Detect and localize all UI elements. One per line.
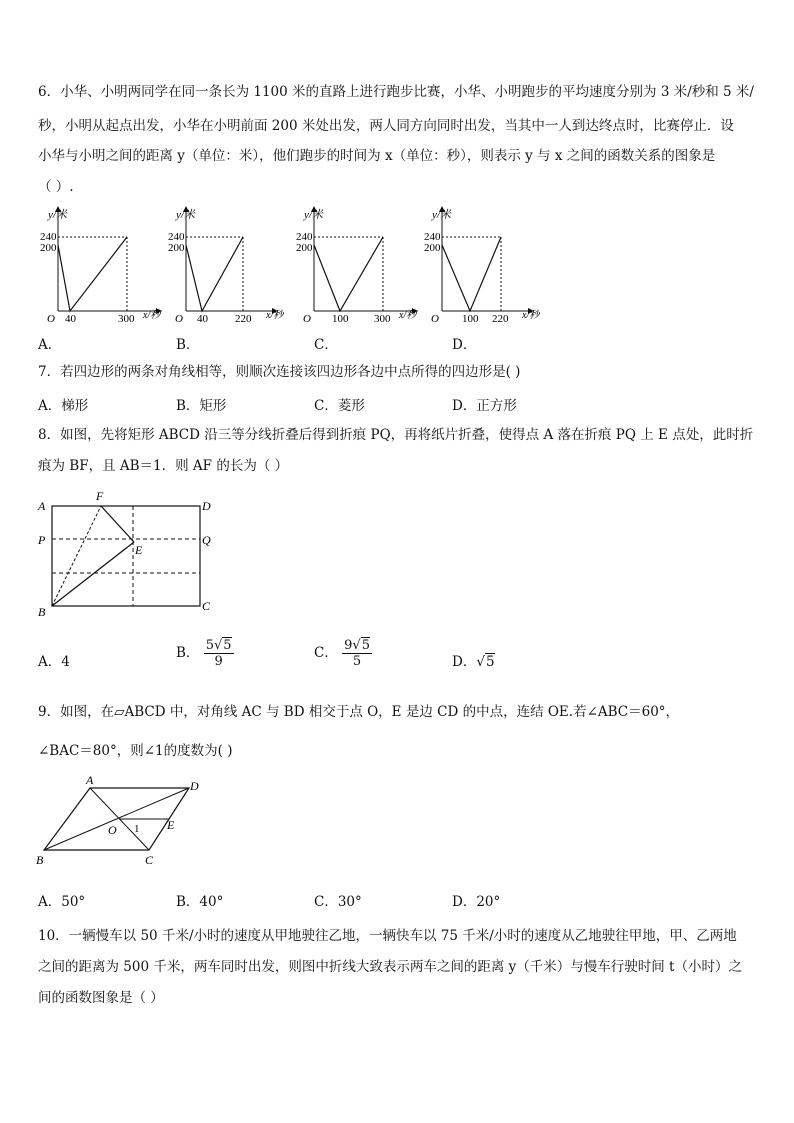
- q8-rectangle-figure: [34, 486, 224, 620]
- q9-option-c[interactable]: C．30°: [314, 894, 362, 910]
- q9-label-d: D: [190, 779, 199, 793]
- q6-stem-line3: 小华与小明之间的距离 y（单位：米），他们跑步的时间为 x（单位：秒），则表示 y 与 x 之间的函数关系的图象是: [38, 148, 716, 164]
- q6-graph-c-ylow: 200: [296, 242, 313, 254]
- q10-stem-line3: 间的函数图象是（ ）: [38, 990, 164, 1006]
- q8-label-d: D: [202, 499, 211, 513]
- q8-option-d[interactable]: D．√5: [452, 654, 495, 670]
- q6-graph-b-ylow: 200: [168, 242, 185, 254]
- q9-option-d[interactable]: D．20°: [452, 894, 501, 910]
- q6-graph-d-xend: 220: [492, 313, 509, 325]
- q8-option-b-numerator: 5: [205, 638, 214, 653]
- q9-label-c: C: [145, 853, 154, 867]
- q6-graph-b-origin: O: [175, 313, 183, 325]
- q6-option-b[interactable]: B．: [176, 337, 200, 353]
- q6-stem-line2: 秒，小明从起点出发，小华在小明前面 200 米处出发，两人同方向同时出发，当其中一人到达终点时，比赛停止．设: [38, 118, 734, 134]
- q8-option-c-prefix: C．: [314, 645, 338, 661]
- q8-option-c-radicand: 5: [361, 638, 370, 653]
- q10-stem-line2: 之间的距离为 500 千米，两车同时出发，则图中折线大致表示两车之间的距离 y（千米）与慢车行驶时间 t（小时）之: [38, 959, 742, 975]
- q6-graph-c-xmid: 100: [332, 313, 349, 325]
- q8-label-b: B: [38, 605, 46, 619]
- q6-option-a[interactable]: A．: [38, 337, 62, 353]
- q8-option-b-prefix: B．: [176, 645, 200, 661]
- q8-option-b-radicand: 5: [223, 638, 232, 653]
- q6-graph-b-ytop: 240: [168, 231, 185, 243]
- q8-option-b-denominator: 9: [214, 654, 223, 669]
- q6-graph-c: [296, 200, 421, 325]
- q9-stem-line2: ∠BAC＝80°，则∠1的度数为( ): [38, 743, 233, 759]
- q8-option-c-fraction: $\frac{9√5}{5}$: [344, 638, 370, 669]
- q8-label-c: C: [202, 599, 211, 613]
- q6-graph-d-ytop: 240: [424, 231, 441, 243]
- q8-label-a: A: [38, 499, 46, 513]
- q6-graph-c-ylabel: y/米: [304, 209, 323, 221]
- q6-graph-d-ylabel: y/米: [432, 209, 451, 221]
- q8-stem-line1: 8．如图，先将矩形 ABCD 沿三等分线折叠后得到折痕 PQ，再将纸片折叠，使得点 A 落在折痕 PQ 上 E 点处，此时折: [38, 427, 754, 443]
- q6-graph-b-xlabel: x/秒: [266, 310, 284, 321]
- q7-option-a[interactable]: A．梯形: [38, 398, 89, 414]
- q9-label-b: B: [36, 853, 44, 867]
- q6-graph-a-ylabel: y/米: [48, 209, 67, 221]
- q6-graph-a-ylow: 200: [40, 242, 57, 254]
- q6-option-d[interactable]: D．: [452, 337, 477, 353]
- q6-graph-c-xend: 300: [374, 313, 391, 325]
- q10-stem-line1: 10．一辆慢车以 50 千米/小时的速度从甲地驶往乙地，一辆快车以 75 千米/小时的速度从乙地驶往甲地，甲、乙两地: [38, 928, 737, 944]
- q6-stem-line4: （ ）.: [38, 179, 74, 195]
- q6-graph-d: [424, 200, 549, 325]
- q8-label-f: F: [96, 489, 104, 503]
- q8-option-c[interactable]: [314, 638, 372, 669]
- q7-option-c[interactable]: C．菱形: [314, 398, 365, 414]
- q6-graph-d-origin: O: [431, 313, 439, 325]
- q8-stem-line2: 痕为 BF，且 AB＝1．则 AF 的长为（ ）: [38, 458, 289, 474]
- q8-option-d-prefix: D．: [452, 654, 477, 670]
- q6-graph-d-ylow: 200: [424, 242, 441, 254]
- q6-graph-d-xmid: 100: [462, 313, 479, 325]
- q6-graph-b: [168, 200, 293, 325]
- q8-option-d-radicand: 5: [485, 654, 495, 670]
- q6-graph-d-xlabel: x/秒: [522, 310, 540, 321]
- q8-label-e: E: [135, 543, 143, 557]
- q9-stem-line1: 9．如图，在▱ABCD 中，对角线 AC 与 BD 相交于点 O，E 是边 CD 的中点，连结 OE.若∠ABC＝60°，: [38, 704, 680, 720]
- q6-stem-line1: 6．小华、小明两同学在同一条长为 1100 米的直路上进行跑步比赛，小华、小明跑步的平均速度分别为 3 米/秒和 5 米/: [38, 84, 754, 100]
- q9-parallelogram-figure: [34, 774, 214, 874]
- q6-graph-a-ytop: 240: [40, 231, 57, 243]
- q6-graph-b-xend: 220: [235, 313, 252, 325]
- q6-graph-b-xmid: 40: [197, 313, 208, 325]
- q9-label-e: E: [167, 818, 175, 832]
- q6-graph-a: [40, 200, 165, 325]
- q8-option-b-fraction: $\frac{5√5}{9}$: [205, 638, 232, 669]
- q8-label-q: Q: [202, 533, 211, 547]
- q7-option-b[interactable]: B．矩形: [176, 398, 227, 414]
- q6-graph-c-ytop: 240: [296, 231, 313, 243]
- q6-option-c[interactable]: C．: [314, 337, 338, 353]
- q6-graph-c-origin: O: [303, 313, 311, 325]
- q8-label-p: P: [38, 533, 46, 547]
- q8-option-a[interactable]: A．4: [38, 654, 70, 670]
- q6-graph-a-xlabel: x/秒: [143, 310, 161, 321]
- q8-option-c-numerator: 9: [344, 638, 353, 653]
- q8-option-c-denominator: 5: [352, 654, 362, 669]
- q9-option-b[interactable]: B．40°: [176, 894, 224, 910]
- q9-label-a: A: [86, 774, 94, 787]
- q9-label-angle-1: 1: [134, 823, 140, 835]
- q7-stem: 7．若四边形的两条对角线相等，则顺次连接该四边形各边中点所得的四边形是( ): [38, 364, 521, 380]
- q6-graph-b-ylabel: y/米: [176, 209, 195, 221]
- q6-graph-c-xlabel: x/秒: [399, 310, 417, 321]
- q9-option-a[interactable]: A．50°: [38, 894, 86, 910]
- q6-graph-a-xend: 300: [118, 313, 135, 325]
- q6-graph-a-xmid: 40: [65, 313, 76, 325]
- q8-option-b[interactable]: [176, 638, 234, 669]
- q9-label-o: O: [108, 823, 117, 837]
- q7-option-d[interactable]: D．正方形: [452, 398, 517, 414]
- q6-graph-a-origin: O: [47, 313, 55, 325]
